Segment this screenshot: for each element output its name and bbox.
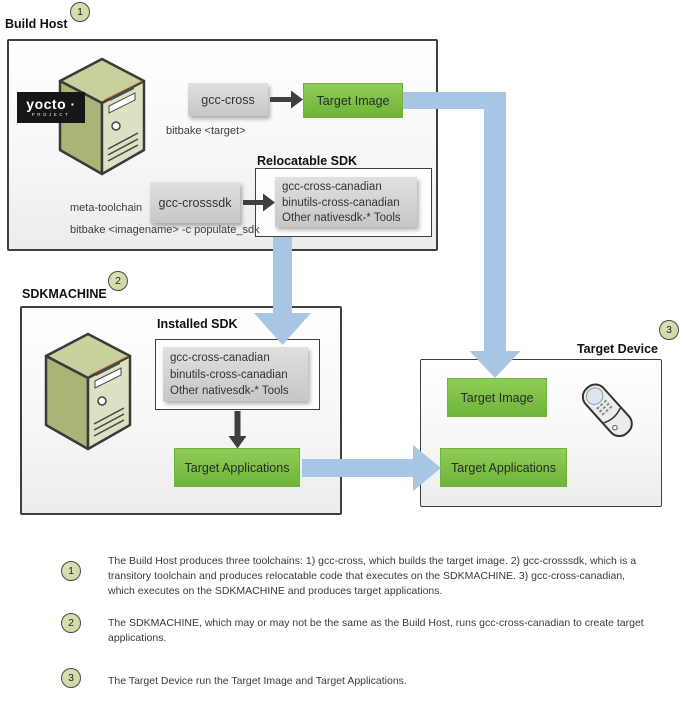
server-icon — [38, 328, 138, 454]
target-image-box-buildhost — [303, 83, 403, 118]
marker-1-number: 1 — [77, 6, 83, 18]
yocto-project-logo — [17, 92, 85, 123]
flip-phone-icon — [570, 378, 646, 444]
sdkmachine-title: SDKMACHINE — [22, 287, 107, 301]
relocatable-sdk-list — [275, 177, 417, 227]
installed-item-other-nativesdk-tools: Other nativesdk-* Tools — [170, 385, 289, 397]
note-3-number: 3 — [68, 672, 74, 684]
build-host-title: Build Host — [5, 17, 68, 31]
yocto-logo-text: yocto · — [26, 96, 76, 113]
note-1-text: The Build Host produces three toolchains: 1) gcc-cross, which builds the target image. 2) gcc-crosssdk, which is a transitory toolchain and produces relocatable code that executes on the SDKMACHINE. 3) gcc-cross-canadian, which executes on the SDKMACHINE and produces target applications. — [108, 555, 637, 597]
target-image-label: Target Image — [316, 93, 390, 108]
note-2-number: 2 — [68, 617, 74, 629]
target-applications-box-device — [440, 448, 567, 487]
note-3-text: The Target Device run the Target Image and Target Applications. — [108, 675, 407, 687]
target-applications-label: Target Applications — [451, 460, 556, 475]
bitbake-target-caption: bitbake <target> — [166, 125, 246, 137]
note-circle-2 — [61, 613, 81, 633]
target-image-label: Target Image — [460, 390, 534, 405]
target-applications-box-sdkmachine — [174, 448, 300, 487]
marker-2-number: 2 — [115, 275, 121, 287]
gcc-cross-label: gcc-cross — [201, 92, 255, 107]
note-2-text: The SDKMACHINE, which may or may not be the same as the Build Host, runs gcc-cross-canadian to create target applications. — [108, 617, 644, 644]
target-image-box-device — [447, 378, 547, 417]
marker-circle-1 — [70, 2, 90, 22]
installed-item-binutils-cross-canadian: binutils-cross-canadian — [170, 368, 288, 381]
relocatable-sdk-title: Relocatable SDK — [257, 154, 358, 168]
yocto-logo-subtext: PROJECT — [31, 112, 71, 118]
meta-toolchain-caption: meta-toolchain — [70, 202, 143, 214]
marker-circle-3 — [659, 320, 679, 340]
note-circle-3 — [61, 668, 81, 688]
gcc-crosssdk-label: gcc-crosssdk — [158, 195, 232, 210]
note-1-number: 1 — [68, 565, 74, 577]
gcc-cross-box — [188, 83, 268, 116]
marker-circle-2 — [108, 271, 128, 291]
gcc-crosssdk-box — [150, 182, 240, 223]
installed-sdk-list — [163, 347, 308, 401]
relocatable-item-binutils-cross-canadian: binutils-cross-canadian — [282, 196, 400, 209]
bitbake-populate-sdk-caption: bitbake <imagename> -c populate_sdk — [70, 224, 260, 236]
installed-sdk-title: Installed SDK — [157, 317, 238, 331]
target-applications-label: Target Applications — [184, 460, 290, 475]
relocatable-item-gcc-cross-canadian: gcc-cross-canadian — [282, 181, 382, 193]
target-device-title: Target Device — [576, 342, 658, 356]
note-circle-1 — [61, 561, 81, 581]
installed-item-gcc-cross-canadian: gcc-cross-canadian — [170, 352, 270, 364]
marker-3-number: 3 — [666, 324, 672, 336]
relocatable-item-other-nativesdk-tools: Other nativesdk-* Tools — [282, 212, 401, 224]
